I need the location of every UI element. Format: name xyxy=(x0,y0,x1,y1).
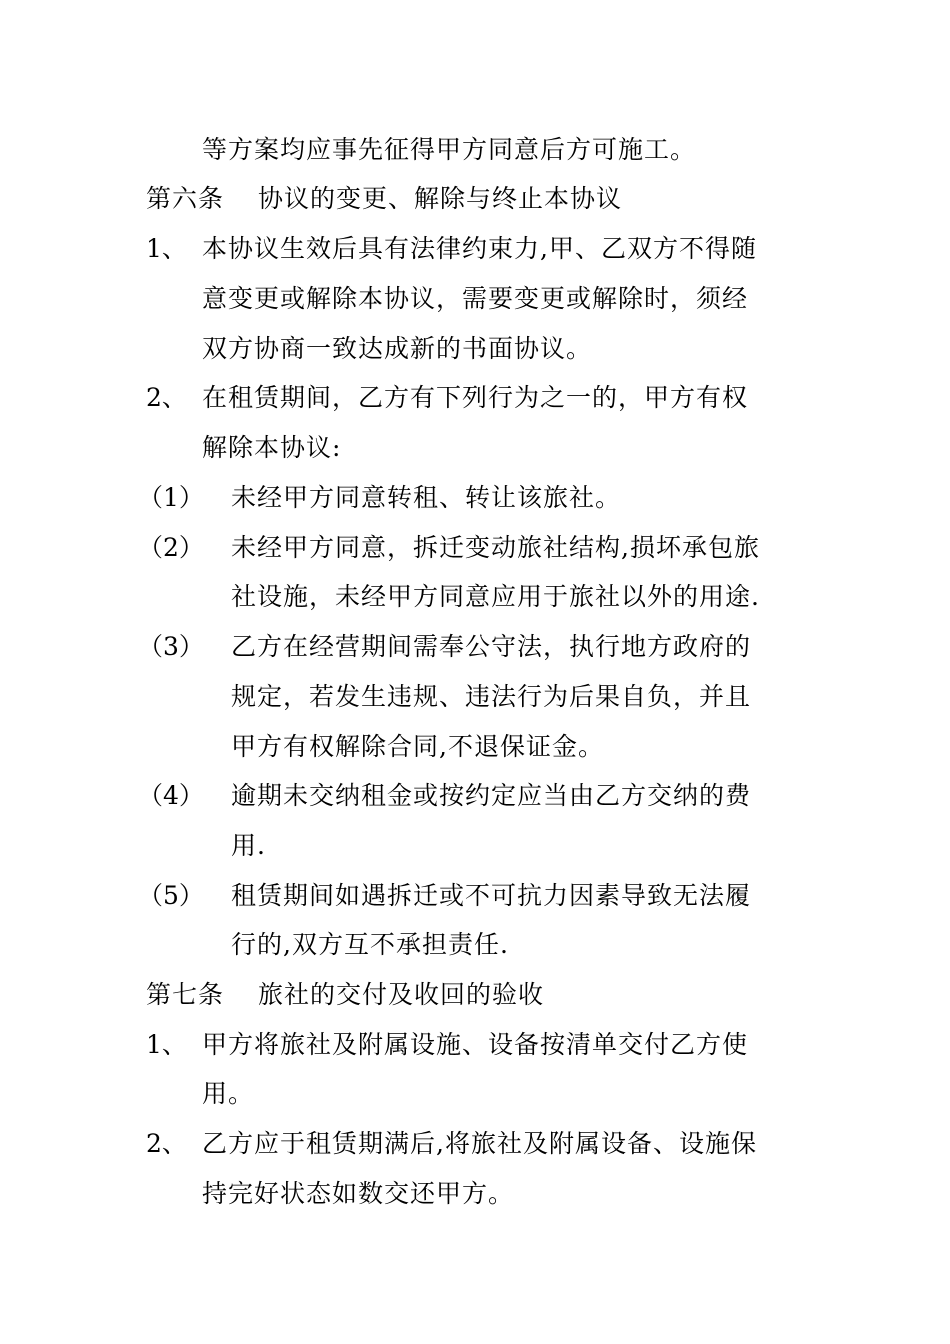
article-6-label: 第六条 xyxy=(146,184,225,213)
sub-item-3-line-3: 甲方有权解除合同,不退保证金。 xyxy=(231,732,604,761)
sub-item-5-number: （5） xyxy=(138,881,204,910)
sub-item-1-line-1: 未经甲方同意转租、转让该旅社。 xyxy=(231,483,622,512)
article-7-item-1-number: 1、 xyxy=(146,1030,187,1059)
sub-item-5-line-2: 行的,双方互不承担责任. xyxy=(231,930,509,959)
article-6-item-1-line-3: 双方协商一致达成新的书面协议。 xyxy=(202,334,593,363)
article-7-item-1-line-2: 用。 xyxy=(202,1079,255,1108)
article-7-item-2-number: 2、 xyxy=(146,1129,187,1158)
article-6-title: 协议的变更、解除与终止本协议 xyxy=(258,184,623,213)
article-7-label: 第七条 xyxy=(146,980,225,1009)
article-6-item-1-number: 1、 xyxy=(146,234,187,263)
article-6-item-2-line-2: 解除本协议: xyxy=(202,433,342,462)
sub-item-5-line-1: 租赁期间如遇拆迁或不可抗力因素导致无法履 xyxy=(231,881,752,910)
sub-item-2-line-1: 未经甲方同意，拆迁变动旅社结构,损坏承包旅 xyxy=(231,533,760,562)
sub-item-2-line-2: 社设施，未经甲方同意应用于旅社以外的用途. xyxy=(231,582,760,611)
article-6-item-2-number: 2、 xyxy=(146,383,187,412)
continuation-text: 等方案均应事先征得甲方同意后方可施工。 xyxy=(202,135,697,164)
sub-item-1-number: （1） xyxy=(138,483,204,512)
article-7-item-2-line-2: 持完好状态如数交还甲方。 xyxy=(202,1179,515,1208)
sub-item-3-line-2: 规定，若发生违规、违法行为后果自负，并且 xyxy=(231,682,752,711)
article-7-item-2-line-1: 乙方应于租赁期满后,将旅社及附属设备、设施保 xyxy=(202,1129,757,1158)
sub-item-4-line-2: 用. xyxy=(231,831,266,860)
article-6-item-1-line-2: 意变更或解除本协议，需要变更或解除时，须经 xyxy=(202,284,749,313)
sub-item-4-line-1: 逾期未交纳租金或按约定应当由乙方交纳的费 xyxy=(231,781,752,810)
article-7-title: 旅社的交付及收回的验收 xyxy=(258,980,545,1009)
sub-item-3-number: （3） xyxy=(138,632,204,661)
article-6-item-1-line-1: 本协议生效后具有法律约束力,甲、乙双方不得随 xyxy=(202,234,757,263)
article-7-item-1-line-1: 甲方将旅社及附属设施、设备按清单交付乙方使 xyxy=(202,1030,749,1059)
sub-item-3-line-1: 乙方在经营期间需奉公守法，执行地方政府的 xyxy=(231,632,752,661)
article-6-item-2-line-1: 在租赁期间，乙方有下列行为之一的，甲方有权 xyxy=(202,383,749,412)
sub-item-4-number: （4） xyxy=(138,781,204,810)
sub-item-2-number: （2） xyxy=(138,533,204,562)
